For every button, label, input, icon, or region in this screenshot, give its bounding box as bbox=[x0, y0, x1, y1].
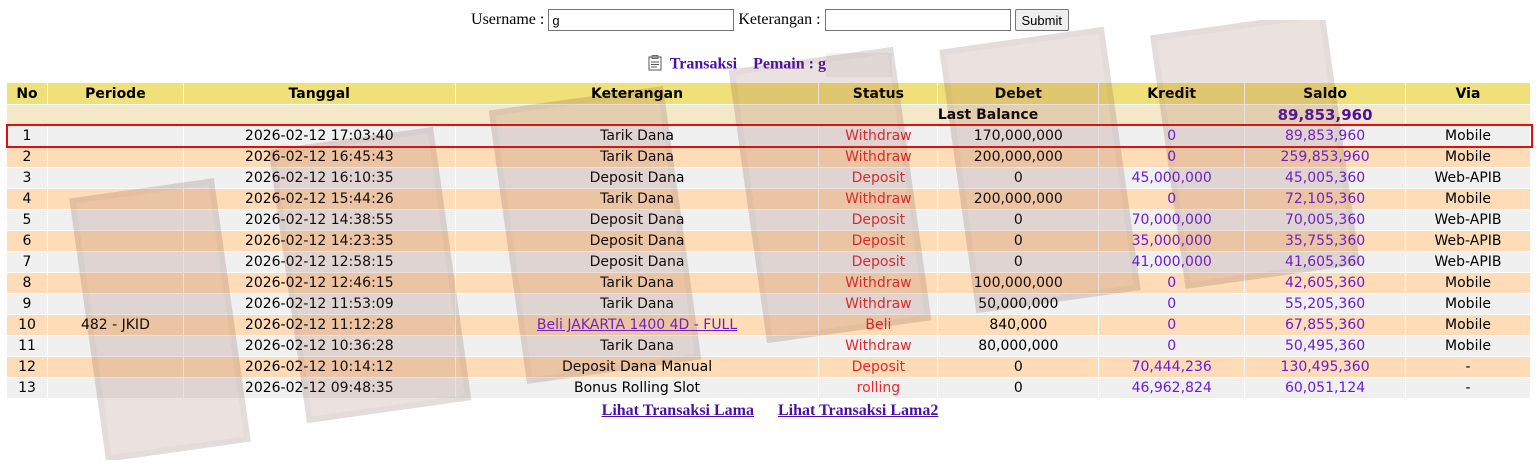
col-header-no: No bbox=[7, 83, 48, 105]
cell-no: 13 bbox=[7, 378, 48, 399]
cell-status: Withdraw bbox=[819, 189, 938, 210]
cell-no: 11 bbox=[7, 336, 48, 357]
table-row bbox=[7, 378, 1531, 399]
link-transaksi-lama[interactable]: Lihat Transaksi Lama bbox=[601, 402, 754, 419]
cell-saldo: 35,755,360 bbox=[1245, 231, 1406, 252]
cell-kredit: 0 bbox=[1099, 273, 1245, 294]
cell-debet: 200,000,000 bbox=[938, 147, 1099, 168]
cell-kredit: 46,962,824 bbox=[1099, 378, 1245, 399]
col-header-tanggal: Tanggal bbox=[183, 83, 455, 105]
cell-debet: 80,000,000 bbox=[938, 336, 1099, 357]
cell-via: - bbox=[1406, 378, 1531, 399]
cell-kredit: 0 bbox=[1099, 294, 1245, 315]
keterangan-label: Keterangan : bbox=[738, 11, 821, 28]
cell-periode bbox=[47, 210, 183, 231]
cell-keterangan: Tarik Dana bbox=[455, 273, 819, 294]
cell-keterangan: Tarik Dana bbox=[455, 126, 819, 147]
cell-tanggal: 2026-02-12 17:03:40 bbox=[183, 126, 455, 147]
cell-saldo: 130,495,360 bbox=[1245, 357, 1406, 378]
table-row bbox=[7, 336, 1531, 357]
cell-keterangan: Deposit Dana bbox=[455, 252, 819, 273]
title-pemain-value: g bbox=[817, 55, 826, 73]
cell-saldo: 50,495,360 bbox=[1245, 336, 1406, 357]
cell-status: Withdraw bbox=[819, 294, 938, 315]
last-balance-value: 89,853,960 bbox=[1277, 106, 1373, 124]
cell-tanggal: 2026-02-12 12:46:15 bbox=[183, 273, 455, 294]
cell-tanggal: 2026-02-12 10:36:28 bbox=[183, 336, 455, 357]
cell-saldo: 55,205,360 bbox=[1245, 294, 1406, 315]
cell-saldo: 89,853,960 bbox=[1245, 126, 1406, 147]
cell-no: 4 bbox=[7, 189, 48, 210]
cell-periode bbox=[47, 147, 183, 168]
cell-saldo: 67,855,360 bbox=[1245, 315, 1406, 336]
cell-kredit: 0 bbox=[1099, 336, 1245, 357]
cell-status: Deposit bbox=[819, 168, 938, 189]
cell-tanggal: 2026-02-12 16:10:35 bbox=[183, 168, 455, 189]
cell-periode bbox=[47, 231, 183, 252]
table-row bbox=[7, 231, 1531, 252]
cell-status: Deposit bbox=[819, 357, 938, 378]
cell-via: Mobile bbox=[1406, 273, 1531, 294]
col-header-periode: Periode bbox=[47, 83, 183, 105]
cell-tanggal: 2026-02-12 16:45:43 bbox=[183, 147, 455, 168]
cell-via: Mobile bbox=[1406, 294, 1531, 315]
cell-saldo: 60,051,124 bbox=[1245, 378, 1406, 399]
table-row bbox=[7, 252, 1531, 273]
cell-no: 2 bbox=[7, 147, 48, 168]
cell-via: Web-APIB bbox=[1406, 210, 1531, 231]
cell-keterangan bbox=[455, 315, 819, 336]
cell-keterangan: Bonus Rolling Slot bbox=[455, 378, 819, 399]
cell-periode bbox=[47, 336, 183, 357]
cell-status: rolling bbox=[819, 378, 938, 399]
col-header-status: Status bbox=[819, 83, 938, 105]
cell-tanggal: 2026-02-12 11:53:09 bbox=[183, 294, 455, 315]
cell-no: 12 bbox=[7, 357, 48, 378]
table-row bbox=[7, 315, 1531, 336]
cell-kredit: 70,000,000 bbox=[1099, 210, 1245, 231]
cell-no: 6 bbox=[7, 231, 48, 252]
transaction-table bbox=[6, 82, 1531, 399]
col-header-keterangan: Keterangan bbox=[455, 83, 819, 105]
last-balance-row bbox=[7, 105, 1531, 126]
cell-via: Mobile bbox=[1406, 189, 1531, 210]
col-header-saldo: Saldo bbox=[1245, 83, 1406, 105]
cell-tanggal: 2026-02-12 09:48:35 bbox=[183, 378, 455, 399]
table-row bbox=[7, 147, 1531, 168]
cell-via: Mobile bbox=[1406, 126, 1531, 147]
username-label: Username : bbox=[471, 11, 545, 28]
title-transaksi: Transaksi bbox=[669, 55, 738, 73]
cell-status: Withdraw bbox=[819, 147, 938, 168]
cell-status: Withdraw bbox=[819, 336, 938, 357]
cell-via: Mobile bbox=[1406, 147, 1531, 168]
cell-periode bbox=[47, 252, 183, 273]
cell-via: Mobile bbox=[1406, 336, 1531, 357]
cell-kredit: 45,000,000 bbox=[1099, 168, 1245, 189]
cell-kredit: 35,000,000 bbox=[1099, 231, 1245, 252]
page-title bbox=[0, 53, 1540, 77]
cell-periode bbox=[47, 273, 183, 294]
cell-status: Deposit bbox=[819, 210, 938, 231]
cell-periode bbox=[47, 189, 183, 210]
cell-saldo: 70,005,360 bbox=[1245, 210, 1406, 231]
cell-status: Withdraw bbox=[819, 273, 938, 294]
cell-kredit: 0 bbox=[1099, 126, 1245, 147]
col-header-kredit: Kredit bbox=[1099, 83, 1245, 105]
cell-debet: 0 bbox=[938, 231, 1099, 252]
cell-debet: 170,000,000 bbox=[938, 126, 1099, 147]
cell-via: - bbox=[1406, 357, 1531, 378]
title-pemain-label: Pemain : bbox=[753, 55, 814, 73]
last-balance-label: Last Balance bbox=[7, 105, 1099, 126]
cell-tanggal: 2026-02-12 15:44:26 bbox=[183, 189, 455, 210]
purchase-link[interactable]: Beli JAKARTA 1400 4D - FULL bbox=[536, 317, 738, 333]
cell-kredit: 0 bbox=[1099, 147, 1245, 168]
cell-status: Deposit bbox=[819, 231, 938, 252]
cell-keterangan: Tarik Dana bbox=[455, 147, 819, 168]
cell-periode bbox=[47, 357, 183, 378]
cell-debet: 0 bbox=[938, 378, 1099, 399]
table-row bbox=[7, 357, 1531, 378]
cell-keterangan: Tarik Dana bbox=[455, 336, 819, 357]
cell-debet: 100,000,000 bbox=[938, 273, 1099, 294]
cell-saldo: 42,605,360 bbox=[1245, 273, 1406, 294]
cell-debet: 0 bbox=[938, 252, 1099, 273]
redacted-name bbox=[826, 53, 892, 77]
cell-via: Mobile bbox=[1406, 315, 1531, 336]
cell-periode bbox=[47, 294, 183, 315]
cell-tanggal: 2026-02-12 14:23:35 bbox=[183, 231, 455, 252]
cell-saldo: 259,853,960 bbox=[1245, 147, 1406, 168]
cell-keterangan: Tarik Dana bbox=[455, 294, 819, 315]
link-transaksi-lama2[interactable]: Lihat Transaksi Lama2 bbox=[778, 402, 939, 419]
cell-kredit: 0 bbox=[1099, 315, 1245, 336]
cell-debet: 200,000,000 bbox=[938, 189, 1099, 210]
cell-periode bbox=[47, 168, 183, 189]
col-header-via: Via bbox=[1406, 83, 1531, 105]
table-row bbox=[7, 168, 1531, 189]
cell-tanggal: 2026-02-12 10:14:12 bbox=[183, 357, 455, 378]
cell-kredit: 41,000,000 bbox=[1099, 252, 1245, 273]
search-form bbox=[0, 9, 1540, 31]
cell-tanggal: 2026-02-12 14:38:55 bbox=[183, 210, 455, 231]
cell-keterangan: Tarik Dana bbox=[455, 189, 819, 210]
cell-saldo: 72,105,360 bbox=[1245, 189, 1406, 210]
table-row bbox=[7, 126, 1531, 147]
cell-status: Withdraw bbox=[819, 126, 938, 147]
cell-debet: 0 bbox=[938, 210, 1099, 231]
username-input[interactable] bbox=[548, 9, 734, 31]
cell-saldo: 45,005,360 bbox=[1245, 168, 1406, 189]
cell-status: Deposit bbox=[819, 252, 938, 273]
cell-debet: 50,000,000 bbox=[938, 294, 1099, 315]
cell-no: 5 bbox=[7, 210, 48, 231]
cell-kredit: 70,444,236 bbox=[1099, 357, 1245, 378]
cell-no: 10 bbox=[7, 315, 48, 336]
cell-saldo: 41,605,360 bbox=[1245, 252, 1406, 273]
submit-button[interactable]: Submit bbox=[1015, 9, 1069, 31]
table-row bbox=[7, 189, 1531, 210]
cell-no: 9 bbox=[7, 294, 48, 315]
cell-via: Web-APIB bbox=[1406, 231, 1531, 252]
cell-no: 7 bbox=[7, 252, 48, 273]
table-row bbox=[7, 273, 1531, 294]
cell-keterangan: Deposit Dana bbox=[455, 210, 819, 231]
cell-via: Web-APIB bbox=[1406, 168, 1531, 189]
document-icon bbox=[648, 55, 662, 76]
table-row bbox=[7, 294, 1531, 315]
cell-no: 8 bbox=[7, 273, 48, 294]
cell-kredit: 0 bbox=[1099, 189, 1245, 210]
col-header-debet: Debet bbox=[938, 83, 1099, 105]
cell-keterangan: Deposit Dana bbox=[455, 168, 819, 189]
cell-tanggal: 2026-02-12 11:12:28 bbox=[183, 315, 455, 336]
cell-debet: 0 bbox=[938, 357, 1099, 378]
cell-periode: 482 - JKID bbox=[47, 315, 183, 336]
table-row bbox=[7, 210, 1531, 231]
cell-debet: 840,000 bbox=[938, 315, 1099, 336]
cell-keterangan: Deposit Dana bbox=[455, 231, 819, 252]
cell-tanggal: 2026-02-12 12:58:15 bbox=[183, 252, 455, 273]
keterangan-input[interactable] bbox=[825, 9, 1011, 31]
cell-status: Beli bbox=[819, 315, 938, 336]
cell-periode bbox=[47, 126, 183, 147]
cell-no: 1 bbox=[7, 126, 48, 147]
cell-via: Web-APIB bbox=[1406, 252, 1531, 273]
cell-keterangan: Deposit Dana Manual bbox=[455, 357, 819, 378]
table-header-row bbox=[7, 83, 1531, 105]
footer-links bbox=[0, 402, 1540, 420]
cell-debet: 0 bbox=[938, 168, 1099, 189]
cell-periode bbox=[47, 378, 183, 399]
cell-no: 3 bbox=[7, 168, 48, 189]
